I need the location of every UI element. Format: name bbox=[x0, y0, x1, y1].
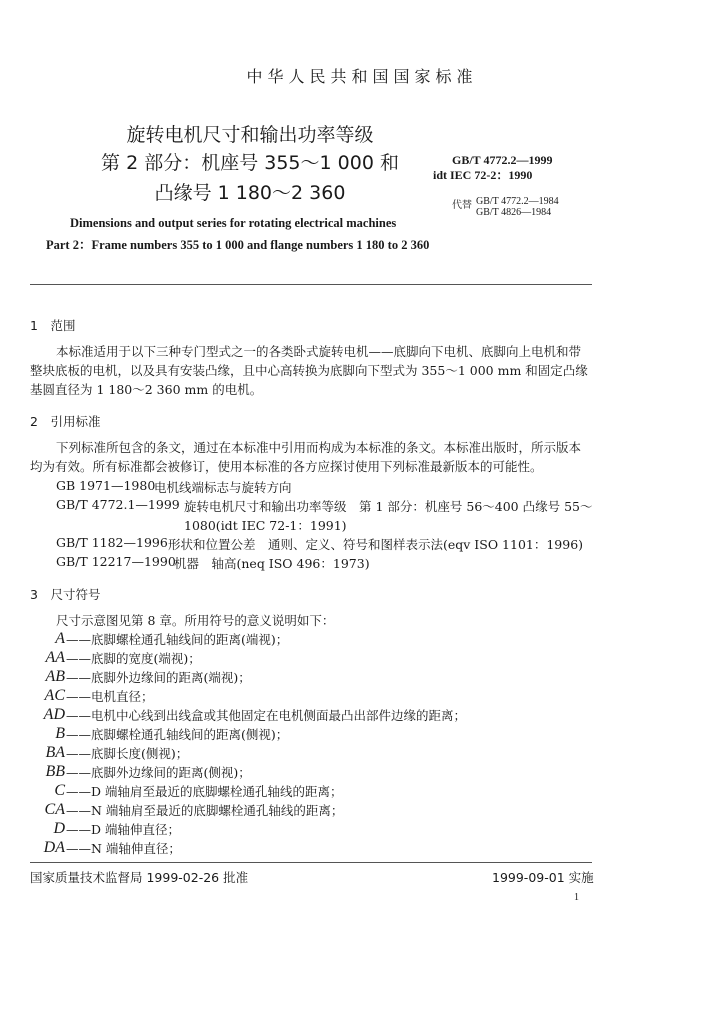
symbol-description: ——电机中心线到出线盒或其他固定在电机侧面最凸出部件边缘的距离； bbox=[66, 708, 467, 723]
section-1-text: 本标准适用于以下三种专门型式之一的各类卧式旋转电机——底脚向下电机、底脚向上电机和带整块底板的电机，以及具有安装凸缘，且中心高转换为底脚向下型式为 355～1 000 mm 和固定凸缘基圆直径为 1 180～2 360 mm 的电机。 bbox=[30, 344, 588, 397]
approval-line: 国家质量技术监督局 1999-02-26 批准 bbox=[30, 870, 249, 885]
ref-title: 机器 轴高(neq ISO 496：1973) bbox=[174, 556, 370, 571]
ref-code: GB/T 4772.1—1999 bbox=[56, 497, 180, 512]
symbol: AC bbox=[44, 687, 65, 704]
ref-code: GB/T 12217—1990 bbox=[56, 554, 176, 569]
section-1-body bbox=[30, 342, 592, 399]
title-line-3: 凸缘号 1 180～2 360 bbox=[154, 182, 346, 204]
symbol-description: ——底脚外边缘间的距离(侧视)； bbox=[66, 765, 251, 780]
symbol-description: ——底脚螺栓通孔轴线间的距离(端视)； bbox=[66, 632, 289, 647]
symbol: AA bbox=[45, 649, 65, 666]
replaces-std-1: GB/T 4772.2—1984 bbox=[476, 196, 559, 207]
section-2-body bbox=[30, 438, 592, 476]
ref-title: 电机线端标志与旋转方向 bbox=[154, 480, 292, 495]
title-line-2: 第 2 部分：机座号 355～1 000 和 bbox=[101, 152, 399, 174]
ref-title: 旋转电机尺寸和输出功率等级 第 1 部分：机座号 56～400 凸缘号 55～ bbox=[184, 499, 593, 514]
replaces-std-2: GB/T 4826—1984 bbox=[476, 207, 552, 218]
effective-date: 1999-09-01 实施 bbox=[492, 870, 594, 885]
ref-title: 形状和位置公差 通则、定义、符号和图样表示法(eqv ISO 1101：1996) bbox=[168, 537, 584, 552]
section-2-heading: 2 引用标准 bbox=[30, 414, 101, 429]
ref-title-continued: 1080(idt IEC 72-1：1991) bbox=[184, 518, 347, 533]
english-title-line-2: Part 2：Frame numbers 355 to 1 000 and flange numbers 1 180 to 2 360 bbox=[46, 238, 430, 252]
ref-code: GB/T 1182—1996 bbox=[56, 535, 168, 550]
symbol-description: ——底脚外边缘间的距离(端视)； bbox=[66, 670, 251, 685]
section-3-intro: 尺寸示意图见第 8 章。所用符号的意义说明如下： bbox=[56, 613, 335, 628]
section-2-text: 下列标准所包含的条文，通过在本标准中引用而构成为本标准的条文。本标准出版时，所示版本均为有效。所有标准都会被修订，使用本标准的各方应探讨使用下列标准最新版本的可能性。 bbox=[30, 440, 582, 474]
title-line-1: 旋转电机尺寸和输出功率等级 bbox=[126, 124, 374, 146]
page-number: 1 bbox=[574, 892, 579, 903]
symbol: D bbox=[53, 820, 65, 837]
replaces-label: 代替 bbox=[452, 200, 472, 211]
symbol: A bbox=[55, 630, 65, 647]
title-divider bbox=[30, 284, 592, 285]
english-title-line-1: Dimensions and output series for rotating electrical machines bbox=[70, 216, 397, 230]
symbol-description: ——电机直径； bbox=[66, 689, 154, 704]
symbol: BA bbox=[45, 744, 65, 761]
symbol-description: ——底脚长度(侧视)； bbox=[66, 746, 189, 761]
symbol-description: ——N 端轴肩至最近的底脚螺栓通孔轴线的距离； bbox=[66, 803, 344, 818]
symbol: AD bbox=[43, 706, 65, 723]
symbol-description: ——N 端轴伸直径； bbox=[66, 841, 181, 856]
footer-divider bbox=[30, 862, 592, 863]
symbol: AB bbox=[45, 668, 65, 685]
symbol-description: ——D 端轴肩至最近的底脚螺栓通孔轴线的距离； bbox=[66, 784, 343, 799]
symbol: CA bbox=[44, 801, 65, 818]
symbol: BB bbox=[45, 763, 65, 780]
symbol: B bbox=[55, 725, 65, 742]
section-3-heading: 3 尺寸符号 bbox=[30, 587, 101, 602]
section-1-heading: 1 范围 bbox=[30, 318, 76, 333]
symbol: C bbox=[54, 782, 65, 799]
symbol-description: ——底脚螺栓通孔轴线间的距离(侧视)； bbox=[66, 727, 289, 742]
symbol-description: ——D 端轴伸直径； bbox=[66, 822, 180, 837]
symbol-description: ——底脚的宽度(端视)； bbox=[66, 651, 201, 666]
country-header: 中华人民共和国国家标准 bbox=[246, 67, 478, 86]
standard-idt: idt IEC 72-2：1990 bbox=[433, 168, 533, 182]
standard-number: GB/T 4772.2—1999 bbox=[452, 153, 553, 167]
symbol: DA bbox=[43, 839, 65, 856]
ref-code: GB 1971—1980 bbox=[56, 478, 156, 493]
